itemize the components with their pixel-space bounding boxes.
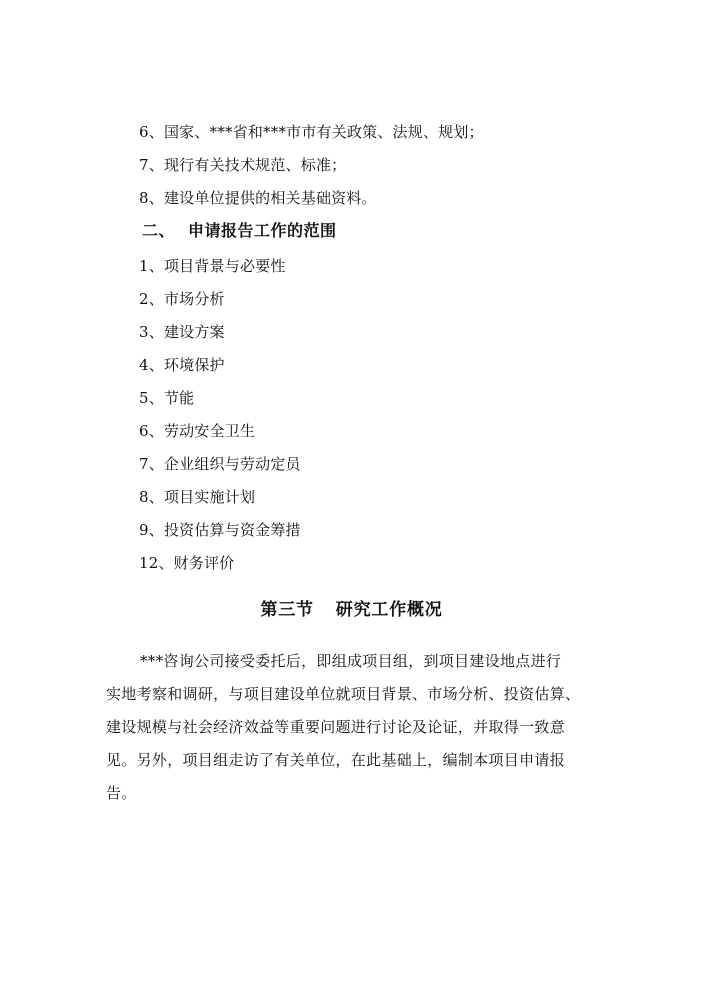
scope-item: 12、财务评价 — [139, 554, 235, 572]
paragraph-line: 实地考察和调研，与项目建设单位就项目背景、市场分析、投资估算、 — [106, 685, 581, 703]
scope-item: 3、建设方案 — [139, 323, 225, 341]
scope-item: 2、市场分析 — [139, 290, 225, 308]
scope-item: 1、项目背景与必要性 — [139, 257, 286, 275]
basis-item-6: 6、国家、***省和***市市有关政策、法规、规划； — [139, 123, 484, 141]
paragraph-line: 见。另外，项目组走访了有关单位，在此基础上，编制本项目申请报 — [106, 751, 566, 769]
paragraph-line: ***咨询公司接受委托后，即组成项目组，到项目建设地点进行 — [140, 652, 562, 670]
basis-item-7: 7、现行有关技术规范、标准； — [139, 156, 347, 174]
scope-item: 5、节能 — [139, 389, 195, 407]
paragraph-line: 告。 — [106, 784, 137, 802]
scope-item: 6、劳动安全卫生 — [139, 422, 256, 440]
scope-item: 4、环境保护 — [139, 356, 225, 374]
scope-heading-title: 申请报告工作的范围 — [188, 221, 337, 240]
section-title — [0, 598, 703, 622]
scope-item: 7、企业组织与劳动定员 — [139, 455, 301, 473]
paragraph-line: 建设规模与社会经济效益等重要问题进行讨论及论证，并取得一致意 — [106, 718, 566, 736]
scope-heading — [142, 220, 337, 242]
scope-heading-number: 二、 — [142, 221, 176, 240]
section-name: 研究工作概况 — [335, 600, 443, 620]
basis-item-8: 8、建设单位提供的相关基础资料。 — [139, 189, 377, 207]
section-number: 第三节 — [260, 600, 314, 620]
scope-item: 8、项目实施计划 — [139, 488, 256, 506]
scope-item: 9、投资估算与资金筹措 — [139, 521, 301, 539]
